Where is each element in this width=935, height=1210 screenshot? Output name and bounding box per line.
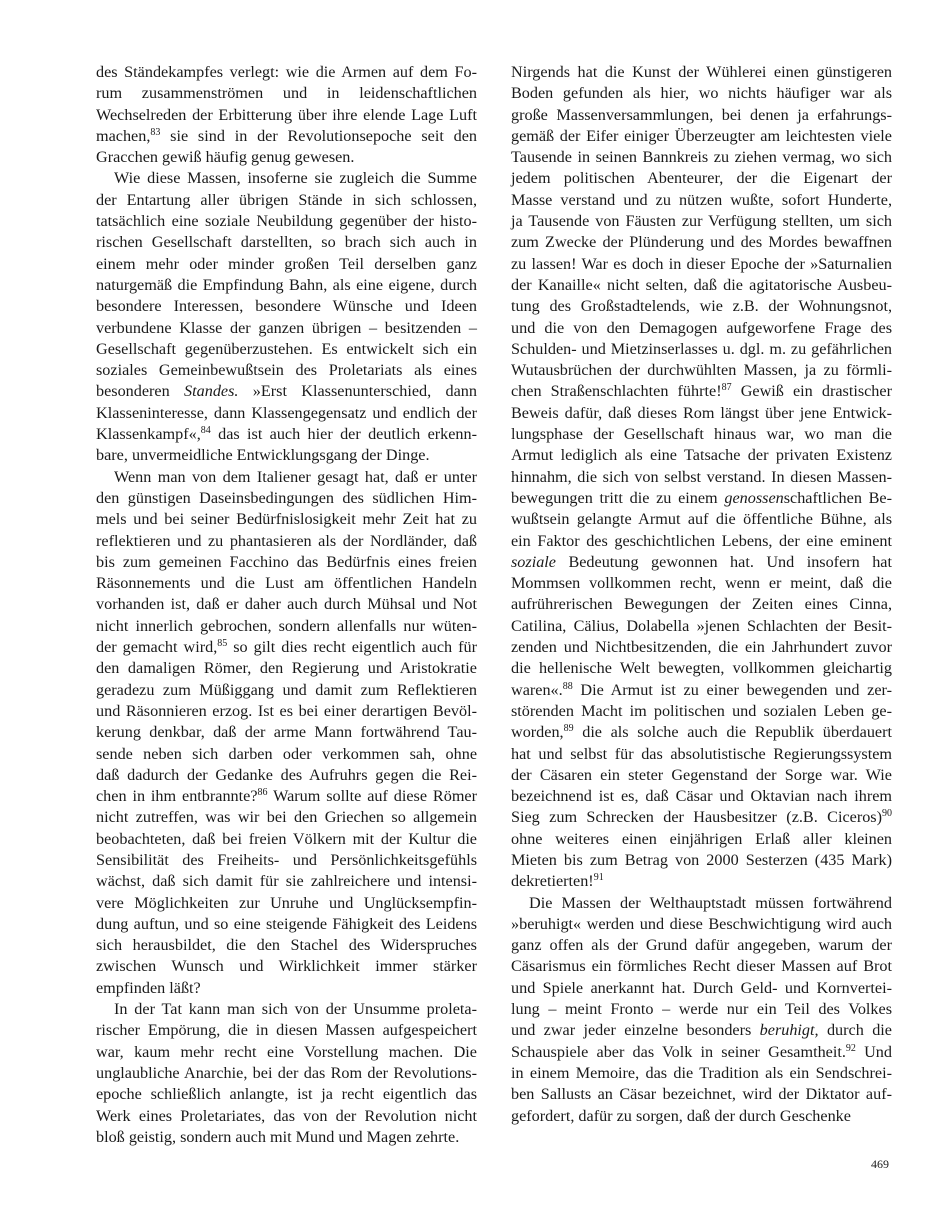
text-line: zu lassen! War es doch in dieser Epoche der »Saturnalien bbox=[511, 254, 892, 273]
text-line: der Kanaille« nicht selten, daß die agitatorische Ausbeu- bbox=[511, 275, 892, 294]
emphasis-text: Standes. bbox=[184, 382, 239, 401]
text-line: Räsonnements und die Lust am öffentlichen Handeln bbox=[96, 574, 477, 593]
paragraph bbox=[511, 62, 892, 893]
text-line: tung des Großstadtelends, wie z.B. der Wohnungsnot, bbox=[511, 297, 892, 316]
text-line: Wenn man von dem Italiener gesagt hat, daß er unter bbox=[114, 467, 477, 486]
text-line: machen,$^{83}$ sie sind in der Revolutionsepoche seit den bbox=[96, 126, 477, 145]
text-line: Beweis dafür, daß dieses Rom längst über jene Entwick- bbox=[511, 403, 892, 422]
text-line: Armut lediglich als eine Tatsache der privaten Existenz bbox=[511, 446, 892, 465]
text-line: Nirgends hat die Kunst der Wühlerei einen günstigeren bbox=[511, 63, 892, 81]
text-line: ohne weiteres einen einjährigen Erlaß aller kleinen bbox=[511, 829, 892, 848]
text-line: »beruhigt« werden und diese Beschwichtigung wird auch bbox=[511, 914, 892, 933]
right-text-column bbox=[511, 62, 892, 1127]
text-line: Klasseninteresse, dann Klassengegensatz und endlich der bbox=[96, 403, 477, 422]
text-line: Schulden- und Mietzinserlasses u. dgl. m. zu gefährlichen bbox=[511, 339, 892, 358]
footnote-marker: 84 bbox=[200, 425, 211, 437]
footnote-marker: 85 bbox=[217, 638, 228, 650]
text-line: sich herausbildet, die den Stachel des Widerspruches bbox=[96, 936, 477, 955]
text-line: vorhanden ist, daß er daher auch durch Mühsal und Not bbox=[96, 595, 477, 614]
paragraph bbox=[96, 999, 477, 1148]
text-line: beobachteten, daß bei freien Völkern mit der Kultur die bbox=[96, 829, 477, 848]
text-line: Schauspiele aber das Volk in seiner Gesamtheit.$^{92}$ Und bbox=[511, 1042, 892, 1061]
text-line: mels und bei seiner Bedürfnislosigkeit mehr Zeit hat zu bbox=[96, 510, 477, 529]
footnote-marker: 89 bbox=[563, 723, 574, 735]
emphasis-text: genossen bbox=[724, 488, 784, 507]
text-line: waren«.$^{88}$ Die Armut ist zu einer bewegenden und zer- bbox=[511, 680, 892, 699]
text-line: geradezu zum Müßiggang und damit zum Reflektieren bbox=[96, 680, 477, 699]
text-line: kerung denkbar, daß der arme Mann fortwährend Tau- bbox=[96, 723, 477, 742]
text-line: nicht zutreffen, was wir bei den Griechen so allgemein bbox=[96, 808, 477, 827]
text-line: Boden gefunden als hier, wo nichts häufiger war als bbox=[511, 84, 892, 103]
text-line: Catilina, Cälius, Dolabella »jenen Schlachten der Besit- bbox=[511, 616, 892, 635]
text-line: bis zum gemeinen Facchino das Bedürfnis eines freien bbox=[96, 552, 477, 571]
text-line: In der Tat kann man sich von der Unsumme proleta- bbox=[114, 1000, 477, 1019]
text-line: gefordert, dafür zu sorgen, daß der durch Geschenke bbox=[511, 1106, 851, 1125]
text-line: unglaubliche Anarchie, bei der das Rom der Revolutions- bbox=[96, 1063, 477, 1082]
footnote-marker: 92 bbox=[845, 1042, 856, 1054]
text-line: Mommsen vollkommen recht, wenn er meint, daß die bbox=[511, 574, 892, 593]
text-line: Sieg zum Schrecken der Hausbesitzer (z.B. Ciceros)$^{90}$ bbox=[511, 808, 892, 827]
text-line: der Entartung aller übrigen Stände in sich schlossen, bbox=[96, 190, 477, 209]
paragraph bbox=[511, 893, 892, 1127]
text-line: Masse verstand und zu nützen wußte, sofort Hunderte, bbox=[511, 190, 892, 209]
text-line: aufrührerischen Bewegungen der Zeiten eines Cinna, bbox=[511, 595, 892, 614]
emphasis-text: beruhigt, bbox=[759, 1021, 819, 1040]
text-line: naturgemäß die Empfindung Bahn, als eine eigene, durch bbox=[96, 275, 477, 294]
text-line: Klassenkampf«,$^{84}$ das ist auch hier der deutlich erkenn- bbox=[96, 425, 477, 444]
text-line: Mieten bis zum Betrag von 2000 Sesterzen (435 Mark) bbox=[511, 850, 892, 869]
text-line: der Cäsaren ein steter Gegenstand der Sorge war. Wie bbox=[511, 765, 892, 784]
text-line: Sensibilität des Freiheits- und Persönlichkeitsgefühls bbox=[96, 850, 477, 869]
text-line: den damaligen Römer, den Regierung und Aristokratie bbox=[96, 659, 477, 678]
text-line: besonderen Standes. »Erst Klassenunterschied, dann bbox=[96, 382, 477, 401]
text-line: Gracchen gewiß häufig genug gewesen. bbox=[96, 148, 355, 167]
text-line: zum Zwecke der Plünderung und des Mordes bewaffnen bbox=[511, 233, 892, 252]
text-line: störenden Macht im politischen und sozialen Leben ge- bbox=[511, 701, 892, 720]
text-line: bezeichnend ist es, daß Cäsar und Oktavian nach ihrem bbox=[511, 787, 892, 806]
text-line: rum zusammenströmen und in leidenschaftlichen bbox=[96, 84, 477, 103]
text-line: bloß geistig, sondern auch mit Mund und Magen zehrte. bbox=[96, 1127, 460, 1146]
text-line: zenden und Nichtbesitzenden, die ein Jahrhundert zuvor bbox=[511, 638, 892, 657]
text-line: wußtsein gelangte Armut auf die öffentliche Bühne, als bbox=[511, 510, 892, 529]
text-line: tatsächlich eine soziale Neubildung gegenüber der histo- bbox=[96, 212, 477, 231]
text-line: in einem Memoire, das die Tradition als ein Sendschrei- bbox=[511, 1063, 892, 1082]
text-line: Wutausbrüchen der durchwühlten Massen, ja zu förmli- bbox=[511, 361, 892, 380]
text-line: der gemacht wird,$^{85}$ so gilt dies recht eigentlich auch für bbox=[96, 638, 477, 657]
text-line: verbundene Klasse der ganzen übrigen – besitzenden – bbox=[96, 318, 477, 337]
text-line: soziales Gemeinbewußtsein des Proletariats als eines bbox=[96, 361, 477, 380]
text-line: ben Sallusts an Cäsar bezeichnet, wird der Diktator auf- bbox=[511, 1085, 892, 1104]
text-line: chen Straßenschlachten führte!$^{87}$ Gewiß ein drastischer bbox=[511, 382, 892, 401]
paragraph bbox=[96, 62, 477, 168]
text-line: worden,$^{89}$ die als solche auch die Republik überdauert bbox=[511, 723, 892, 742]
text-line: und Spiele anerkannt hat. Durch Geld- und Kornvertei- bbox=[511, 978, 892, 997]
text-line: Werk eines Proletariates, das von der Revolution nicht bbox=[96, 1106, 477, 1125]
text-line: des Ständekampfes verlegt: wie die Armen auf dem Fo- bbox=[96, 63, 477, 81]
text-line: bewegungen tritt die zu einem genossenschaftlichen Be- bbox=[511, 488, 893, 507]
text-line: chen in ihm entbrannte?$^{86}$ Warum sollte auf diese Römer bbox=[96, 787, 477, 806]
text-line: Wechselreden der Erbitterung über ihre elende Lage Luft bbox=[96, 105, 477, 124]
text-line: sende neben sich darben oder verkommen sah, ohne bbox=[96, 744, 477, 763]
text-line: rischen Gesellschaft darstellten, so brach sich auch in bbox=[96, 233, 477, 252]
footnote-marker: 83 bbox=[150, 126, 161, 138]
text-line: rischer Empörung, die in diesen Massen aufgespeichert bbox=[96, 1021, 477, 1040]
text-line: lung – meint Fronto – werde nur ein Teil des Volkes bbox=[511, 1000, 892, 1019]
text-line: reflektieren und zu phantasieren als der Nordländer, daß bbox=[96, 531, 477, 550]
text-line: zwischen Wunsch und Wirklichkeit immer stärker bbox=[96, 957, 477, 976]
footnote-marker: 86 bbox=[257, 787, 268, 799]
text-line: dekretierten!$^{91}$ bbox=[511, 872, 604, 891]
text-line: vere Möglichkeiten zur Unruhe und Unglücksempfin- bbox=[96, 893, 477, 912]
text-line: empfinden läßt? bbox=[96, 978, 201, 997]
text-line: bare, unvermeidliche Entwicklungsgang der Dinge. bbox=[96, 446, 430, 465]
text-line: wächst, daß sich damit für sie zahlreichere und intensi- bbox=[96, 872, 477, 891]
text-line: ganz offen als der Grund dafür angegeben, warum der bbox=[511, 936, 892, 955]
left-text-column bbox=[96, 62, 477, 1148]
text-line: den günstigen Daseinsbedingungen des südlichen Him- bbox=[96, 488, 477, 507]
text-line: soziale Bedeutung gewonnen hat. Und insofern hat bbox=[511, 552, 892, 571]
text-line: gemäß der Eifer einiger Überzeugter am leichtesten viele bbox=[511, 126, 892, 145]
text-line: jedem politischen Abenteurer, der die Eigenart der bbox=[511, 169, 892, 188]
text-line: Gesellschaft gegenüberzustehen. Es entwickelt sich ein bbox=[96, 339, 477, 358]
footnote-marker: 87 bbox=[721, 382, 732, 394]
footnote-marker: 91 bbox=[593, 872, 604, 884]
text-line: Cäsarismus ein förmliches Recht dieser Massen auf Brot bbox=[511, 957, 892, 976]
text-line: besondere Interessen, besondere Wünsche und Ideen bbox=[96, 297, 477, 316]
text-line: einem mehr oder minder großen Teil derselben ganz bbox=[96, 254, 477, 273]
page-number: 469 bbox=[871, 1157, 889, 1171]
text-line: ein Faktor des geschichtlichen Lebens, der eine eminent bbox=[511, 531, 892, 550]
emphasis-text: soziale bbox=[511, 552, 556, 571]
text-line: und Räsonnieren erzog. Ist es bei einer derartigen Bevöl- bbox=[96, 701, 477, 720]
text-line: hinnahm, die sich von selbst verstand. In diesen Massen- bbox=[511, 467, 892, 486]
text-line: und zwar jeder einzelne besonders beruhigt, durch die bbox=[511, 1021, 892, 1040]
paragraph bbox=[96, 168, 477, 466]
paragraph bbox=[96, 467, 477, 999]
footnote-marker: 90 bbox=[882, 808, 892, 820]
text-line: nicht innerlich gebrochen, sondern allenfalls nur wüten- bbox=[96, 616, 477, 635]
text-line: hat und selbst für das absolutistische Regierungssystem bbox=[511, 744, 892, 763]
text-line: ja Tausende von Fäusten zur Verfügung stellten, um sich bbox=[511, 212, 892, 231]
text-line: lungsphase der Gesellschaft hinaus war, wo man die bbox=[511, 425, 892, 444]
text-line: große Massenversammlungen, bei denen ja erfahrungs- bbox=[511, 105, 892, 124]
text-line: Die Massen der Welthauptstadt müssen fortwährend bbox=[529, 893, 892, 912]
text-line: war, kaum mehr recht eine Vorstellung machen. Die bbox=[96, 1042, 477, 1061]
footnote-marker: 88 bbox=[562, 680, 573, 692]
text-line: und die von den Demagogen aufgeworfene Frage des bbox=[511, 318, 892, 337]
text-line: Wie diese Massen, insoferne sie zugleich die Summe bbox=[114, 169, 477, 188]
text-line: die hellenische Welt bewegten, vollkommen gleichartig bbox=[511, 659, 892, 678]
text-line: epoche schließlich anlangte, ist ja recht eigentlich das bbox=[96, 1085, 477, 1104]
text-line: daß dadurch der Gedanke des Aufruhrs gegen die Rei- bbox=[96, 765, 477, 784]
text-line: dung auftun, und so eine steigende Fähigkeit des Leidens bbox=[96, 914, 477, 933]
text-line: Tausende in seinen Bannkreis zu ziehen vermag, wo sich bbox=[511, 148, 892, 167]
